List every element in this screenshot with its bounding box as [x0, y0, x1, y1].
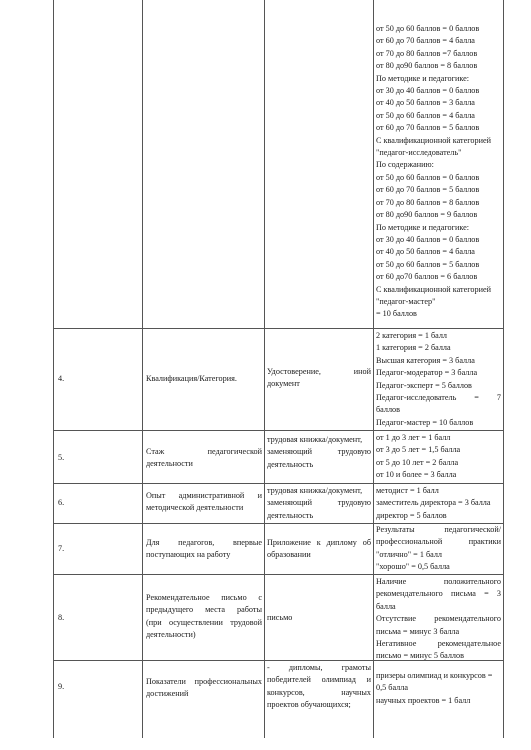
criteria-line: от 3 до 5 лет = 1,5 балла	[376, 445, 461, 455]
column-divider-3	[373, 0, 374, 738]
doc-line: заменяющий трудовую	[267, 447, 371, 457]
criteria-line: Высшая категория = 3 балла	[376, 355, 475, 365]
row-number: 7.	[58, 544, 65, 553]
criteria-line: директор = 5 баллов	[376, 510, 447, 520]
criterion-name	[146, 592, 262, 642]
criteria-line: от 5 до 10 лет = 2 балла	[376, 457, 459, 467]
criterion-name	[146, 373, 262, 385]
criteria-line: = 10 баллов	[376, 309, 417, 319]
row-divider	[53, 328, 503, 329]
row-number: 5.	[58, 453, 65, 462]
criteria-line: от 50 до 60 баллов = 5 баллов	[376, 259, 480, 269]
criterion-name	[146, 490, 262, 515]
name-line: достижений	[146, 689, 189, 699]
criteria-line: от 1 до 3 лет = 1 балл	[376, 433, 451, 442]
table-border-left	[53, 0, 54, 738]
criteria-line: заместитель директора = 3 балла	[376, 498, 491, 508]
criteria-line: По методике и педагогике:	[376, 222, 470, 232]
criteria-line: от 30 до 40 баллов = 0 баллов	[376, 86, 480, 96]
criteria-line: от 40 до 50 баллов = 4 балла	[376, 247, 475, 257]
doc-line: проектов обучающихся;	[267, 700, 351, 710]
criteria-line: 1 категория = 2 балла	[376, 343, 451, 353]
criteria-cell	[376, 330, 501, 429]
row-number: 6.	[58, 498, 65, 507]
criteria-line: от 10 и более = 3 балла	[376, 470, 457, 480]
document-cell	[267, 434, 371, 471]
name-line: Опыт административной и	[146, 491, 262, 500]
criterion-name	[146, 446, 262, 471]
criteria-line: С квалификационной категорией	[376, 135, 491, 145]
criteria-line: от 50 до 60 баллов = 0 баллов	[376, 24, 480, 33]
doc-line: трудовая книжка/документ,	[267, 435, 363, 444]
criteria-line: от 60 до 70 баллов = 4 балла	[376, 36, 475, 46]
document-cell	[267, 662, 371, 712]
doc-line: Приложение к диплому об	[267, 538, 371, 547]
criteria-line: письмо = минус 5 баллов	[376, 651, 464, 661]
criteria-line: баллов	[376, 405, 401, 415]
document-cell	[267, 537, 371, 562]
criteria-line: "педагог-мастер"	[376, 296, 436, 306]
criteria-line: Педагог-модератор = 3 балла	[376, 368, 478, 378]
name-line: Рекомендательное письмо с	[146, 593, 262, 602]
criteria-line: Отсутствие рекомендательного	[376, 614, 501, 624]
doc-line: конкурсов, научных	[267, 687, 371, 697]
criteria-line: Педагог-мастер = 10 баллов	[376, 417, 474, 427]
criteria-line: "отлично" = 1 балл	[376, 549, 442, 559]
continuation-criteria	[376, 23, 501, 321]
row-number: 9.	[58, 682, 65, 691]
column-divider-1	[142, 0, 143, 738]
doc-line: трудовая книжка/документ,	[267, 486, 363, 495]
table-border-right	[503, 0, 504, 738]
criteria-line: от 30 до 40 баллов = 0 баллов	[376, 234, 480, 244]
criteria-line: научных проектов = 1 балл	[376, 695, 471, 705]
criteria-line: от 70 до 80 баллов =7 баллов	[376, 48, 478, 58]
row-divider	[53, 430, 503, 431]
name-line: Показатели профессиональных	[146, 677, 262, 686]
criteria-line: от 40 до 50 баллов = 3 балла	[376, 98, 475, 108]
document-cell	[267, 485, 371, 522]
criteria-line: письма = минус 3 балла	[376, 626, 460, 636]
name-line: предыдущего места работы	[146, 605, 262, 615]
doc-line: Удостоверение, иной	[267, 367, 371, 376]
criteria-line: рекомендательного письма = 3	[376, 589, 501, 599]
criteria-line: Педагог-исследователь = 7	[376, 393, 501, 403]
doc-line: заменяющий трудовую	[267, 498, 371, 508]
name-line: Стаж педагогической	[146, 447, 262, 456]
criteria-line: от 70 до 80 баллов = 8 баллов	[376, 197, 480, 207]
criteria-line: "педагог-исследователь"	[376, 148, 462, 158]
criteria-line: методист = 1 балл	[376, 486, 439, 495]
row-number: 8.	[58, 613, 65, 622]
criteria-cell	[376, 670, 501, 707]
doc-line: победителей олимпиад и	[267, 675, 371, 685]
doc-line: деятельность	[267, 510, 314, 520]
doc-line: документ	[267, 379, 300, 389]
name-line: методической деятельности	[146, 503, 244, 513]
criteria-line: от 80 до90 баллов = 9 баллов	[376, 210, 478, 220]
criteria-cell	[376, 432, 501, 482]
criteria-line: Негативное рекомендательное	[376, 639, 501, 649]
criteria-cell	[376, 485, 501, 522]
criteria-line: По методике и педагогике:	[376, 73, 470, 83]
name-line: Квалификация/Категория.	[146, 374, 237, 383]
name-line: деятельности	[146, 459, 193, 469]
doc-line: - дипломы, грамоты	[267, 663, 371, 672]
criteria-line: 0,5 балла	[376, 683, 408, 693]
criteria-line: профессиональной практики	[376, 537, 501, 547]
criteria-cell	[376, 524, 501, 574]
criteria-line: С квалификационной категорией	[376, 284, 491, 294]
criteria-line: от 60 до70 баллов = 6 баллов	[376, 272, 478, 282]
criteria-line: балла	[376, 601, 396, 611]
document-cell	[267, 366, 371, 391]
criteria-cell	[376, 576, 501, 663]
criterion-name	[146, 676, 262, 701]
criteria-line: Педагог-эксперт = 5 баллов	[376, 380, 472, 390]
document-cell	[267, 612, 371, 624]
criteria-line: от 60 до 70 баллов = 5 баллов	[376, 185, 480, 195]
criteria-line: от 50 до 60 баллов = 4 балла	[376, 110, 475, 120]
row-number: 4.	[58, 374, 65, 383]
criteria-line: Результаты педагогической/	[376, 525, 501, 534]
doc-line: письмо	[267, 613, 293, 622]
name-line: (при осуществлении трудовой	[146, 617, 262, 627]
criteria-line: Наличие положительного	[376, 577, 501, 586]
name-line: Для педагогов, впервые	[146, 538, 262, 547]
row-divider	[53, 574, 503, 575]
doc-line: образовании	[267, 550, 311, 560]
criteria-line: По содержанию:	[376, 160, 434, 170]
criteria-line: призеры олимпиад и конкурсов =	[376, 671, 493, 680]
name-line: поступающих на работу	[146, 550, 231, 560]
criteria-line: от 60 до 70 баллов = 5 баллов	[376, 123, 480, 133]
criteria-line: от 50 до 60 баллов = 0 баллов	[376, 172, 480, 182]
doc-line: деятельность	[267, 459, 314, 469]
column-divider-2	[264, 0, 265, 738]
criteria-line: 2 категория = 1 балл	[376, 331, 448, 340]
criterion-name	[146, 537, 262, 562]
name-line: деятельности)	[146, 630, 196, 640]
criteria-line: "хорошо" = 0,5 балла	[376, 562, 450, 572]
row-divider	[53, 483, 503, 484]
criteria-line: от 80 до90 баллов = 8 баллов	[376, 61, 478, 71]
